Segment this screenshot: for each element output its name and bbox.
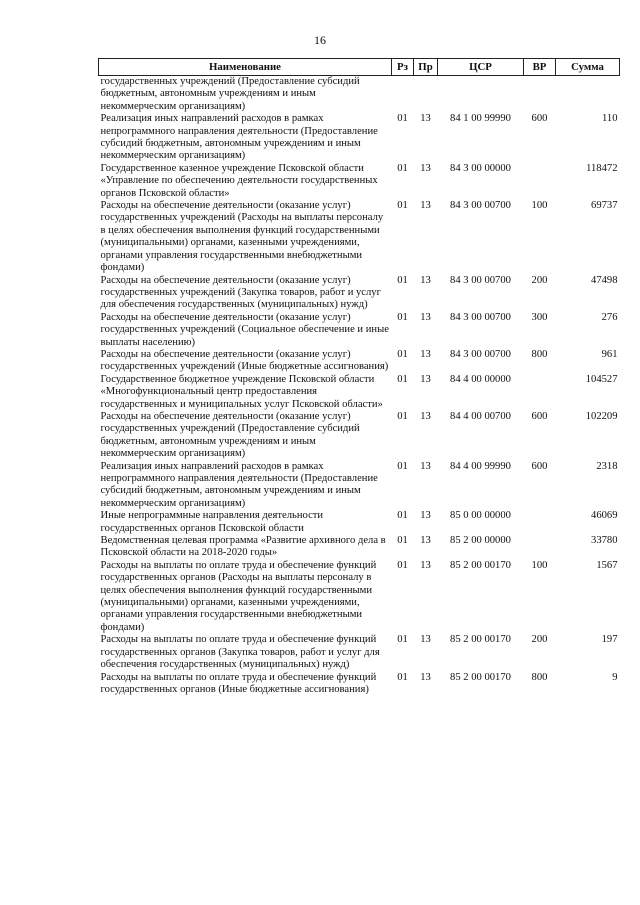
- cell-vr: 600: [531, 113, 548, 125]
- table-row: [99, 200, 620, 274]
- cell-rz: 01: [397, 410, 408, 422]
- cell-csr: 84 3 00 00700: [450, 200, 511, 212]
- cell-sum: 961: [601, 348, 618, 360]
- table-row: [99, 76, 620, 114]
- cell-name: Расходы на выплаты по оплате труда и обеспечение функций государственных органов (Закупка товаров, работ и услуг для обеспечения государственных (муниципальных) нужд): [100, 634, 380, 671]
- header-row: [99, 59, 620, 76]
- cell-csr: 84 3 00 00700: [450, 348, 511, 360]
- cell-vr: 200: [531, 634, 548, 646]
- cell-csr: [438, 76, 524, 114]
- cell-csr: 85 2 00 00170: [450, 634, 511, 646]
- table-row: [99, 374, 620, 411]
- cell-sum: 118472: [586, 162, 618, 174]
- cell-pr: 13: [420, 113, 431, 125]
- cell-name: Государственное казенное учреждение Псковской области «Управление по обеспечению деятельности государственных органов Псковской области»: [100, 162, 378, 199]
- cell-rz: 01: [397, 311, 408, 323]
- cell-vr: [524, 163, 556, 200]
- cell-csr: 84 4 00 00000: [450, 373, 511, 385]
- cell-sum: 47498: [591, 274, 618, 286]
- cell-rz: 01: [397, 535, 408, 547]
- cell-rz: 01: [397, 460, 408, 472]
- table-row: [99, 163, 620, 200]
- cell-rz: 01: [397, 274, 408, 286]
- table-row: [99, 461, 620, 511]
- cell-name: Государственное бюджетное учреждение Псковской области «Многофункциональный центр предоставления государственных и муниципальных услуг Псковской области»: [100, 373, 383, 410]
- header-rz: Рз: [392, 59, 414, 76]
- table-row: [99, 275, 620, 312]
- cell-rz: 01: [397, 373, 408, 385]
- header-pr: Пр: [414, 59, 438, 76]
- cell-name: Расходы на обеспечение деятельности (оказание услуг) государственных учреждений (Закупка товаров, работ и услуг для обеспечения государственных (муниципальных) нужд): [100, 274, 381, 311]
- cell-csr: 84 3 00 00000: [450, 162, 511, 174]
- cell-sum: 9: [612, 671, 618, 683]
- cell-vr: 600: [531, 460, 548, 472]
- page-number: 16: [314, 33, 326, 47]
- cell-vr: 100: [531, 200, 548, 212]
- cell-rz: 01: [397, 559, 408, 571]
- cell-pr: 13: [420, 373, 431, 385]
- cell-rz: 01: [397, 348, 408, 360]
- cell-sum: 276: [601, 311, 618, 323]
- cell-pr: 13: [420, 410, 431, 422]
- cell-sum: 33780: [591, 535, 618, 547]
- cell-pr: 13: [420, 348, 431, 360]
- cell-sum: [556, 76, 620, 114]
- cell-name: Расходы на обеспечение деятельности (оказание услуг) государственных учреждений (Социальное обеспечение и иные выплаты населению): [100, 311, 389, 348]
- cell-name: Иные непрограммные направления деятельности государственных органов Псковской области: [100, 510, 324, 534]
- budget-table: [98, 58, 620, 696]
- cell-pr: 13: [420, 162, 431, 174]
- cell-vr: 800: [531, 671, 548, 683]
- cell-sum: 197: [601, 634, 618, 646]
- cell-name: Расходы на обеспечение деятельности (оказание услуг) государственных учреждений (Расходы на выплаты персоналу в целях обеспечения выполнения функций государственными (муниципальными) органами, казенными учреждениями, органами управления государственными внебюджетными фондами): [100, 200, 384, 274]
- cell-csr: 84 3 00 00700: [450, 311, 511, 323]
- table-row: [99, 535, 620, 560]
- cell-rz: 01: [397, 113, 408, 125]
- cell-pr: 13: [420, 311, 431, 323]
- cell-vr: 200: [531, 274, 548, 286]
- cell-pr: 13: [420, 510, 431, 522]
- cell-vr: [524, 510, 556, 535]
- cell-sum: 102209: [585, 410, 618, 422]
- cell-csr: 84 4 00 99990: [450, 460, 511, 472]
- table-row: [99, 560, 620, 634]
- table-row: [99, 672, 620, 697]
- header-csr: ЦСР: [438, 59, 524, 76]
- cell-csr: 85 2 00 00170: [450, 559, 511, 571]
- cell-vr: [524, 374, 556, 411]
- cell-rz: [392, 76, 414, 114]
- cell-rz: 01: [397, 634, 408, 646]
- table-header: [99, 59, 620, 76]
- cell-pr: 13: [420, 559, 431, 571]
- cell-sum: 69737: [591, 200, 618, 212]
- header-vr: ВР: [524, 59, 556, 76]
- cell-name: Реализация иных направлений расходов в рамках непрограммного направления деятельности (Предоставление субсидий бюджетным, автономным учреждениям и иным некоммерческим организациям): [100, 113, 378, 162]
- cell-rz: 01: [397, 200, 408, 212]
- cell-pr: [414, 76, 438, 114]
- cell-sum: 1567: [596, 559, 618, 571]
- table-row: [99, 349, 620, 374]
- table-row: [99, 312, 620, 349]
- table-row: [99, 634, 620, 671]
- cell-vr: 300: [531, 311, 548, 323]
- header-sum: Сумма: [556, 59, 620, 76]
- cell-pr: 13: [420, 671, 431, 683]
- cell-csr: 84 1 00 99990: [450, 113, 511, 125]
- cell-pr: 13: [420, 274, 431, 286]
- cell-sum: 2318: [596, 460, 618, 472]
- cell-name: Расходы на обеспечение деятельности (оказание услуг) государственных учреждений (Иные бюджетные ассигнования): [100, 348, 389, 373]
- cell-vr: [524, 76, 556, 114]
- cell-pr: 13: [420, 535, 431, 547]
- cell-vr: [524, 535, 556, 560]
- cell-name: Расходы на выплаты по оплате труда и обеспечение функций государственных органов (Расходы на выплаты персоналу в целях обеспечения выполнения функций государственными (муниципальными) органами, казенными учреждениями, органами управления государственными внебюджетными фондами): [100, 559, 377, 633]
- cell-csr: 85 2 00 00170: [450, 671, 511, 683]
- cell-vr: 600: [531, 410, 548, 422]
- header-name: Наименование: [99, 59, 392, 76]
- table-row: [99, 113, 620, 163]
- cell-name: Расходы на выплаты по оплате труда и обеспечение функций государственных органов (Иные бюджетные ассигнования): [100, 671, 377, 695]
- cell-rz: 01: [397, 510, 408, 522]
- cell-name: Ведомственная целевая программа «Развитие архивного дела в Псковской области на 2018-2020 годы»: [100, 535, 386, 559]
- table-body: [99, 76, 620, 697]
- cell-pr: 13: [420, 634, 431, 646]
- cell-sum: 110: [602, 113, 618, 125]
- cell-csr: 84 3 00 00700: [450, 274, 511, 286]
- cell-rz: 01: [397, 162, 408, 174]
- cell-vr: 100: [531, 559, 548, 571]
- cell-csr: 84 4 00 00700: [450, 410, 511, 422]
- cell-vr: 800: [531, 348, 548, 360]
- cell-rz: 01: [397, 671, 408, 683]
- table-row: [99, 510, 620, 535]
- cell-pr: 13: [420, 200, 431, 212]
- cell-csr: 85 0 00 00000: [450, 510, 511, 522]
- cell-name: государственных учреждений (Предоставление субсидий бюджетным, автономным учреждениям и иным некоммерческим организациям): [100, 76, 360, 112]
- cell-sum: 104527: [585, 373, 618, 385]
- cell-sum: 46069: [591, 510, 618, 522]
- cell-name: Реализация иных направлений расходов в рамках непрограммного направления деятельности (Предоставление субсидий бюджетным, автономным учреждениям и иным некоммерческим организациям): [100, 460, 378, 509]
- table-row: [99, 411, 620, 461]
- cell-name: Расходы на обеспечение деятельности (оказание услуг) государственных учреждений (Предоставление субсидий бюджетным, автономным учреждениям и иным некоммерческим организациям): [100, 410, 360, 460]
- cell-csr: 85 2 00 00000: [450, 535, 511, 547]
- cell-pr: 13: [420, 460, 431, 472]
